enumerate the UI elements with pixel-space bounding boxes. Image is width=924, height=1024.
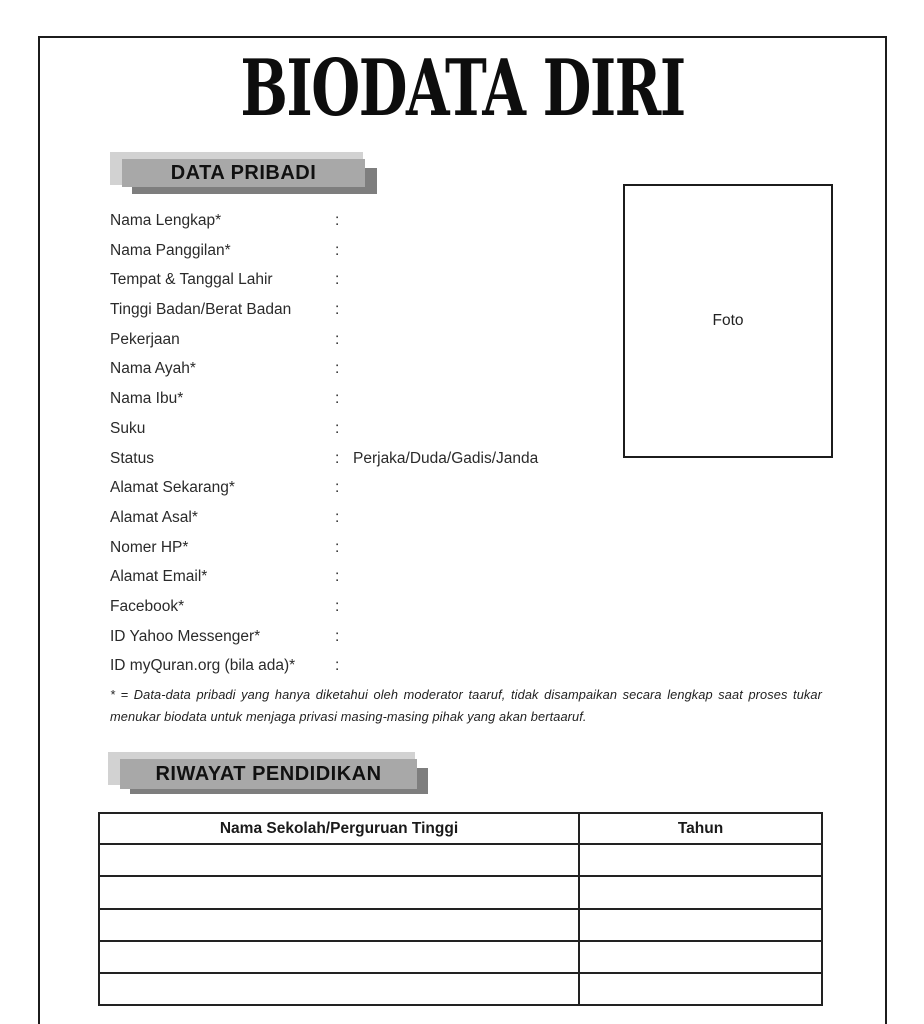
photo-label: Foto	[712, 312, 744, 329]
field-colon: :	[335, 212, 340, 229]
field-colon: :	[335, 419, 340, 437]
section-heading-riwayat-pendidikan: RIWAYAT PENDIDIKAN	[120, 759, 417, 789]
field-value[interactable]	[353, 503, 730, 533]
photo-box[interactable]	[623, 184, 833, 458]
field-value[interactable]	[353, 473, 730, 503]
table-row	[99, 844, 822, 876]
section-header-riwayat-pendidikan	[108, 752, 430, 798]
section-header-data-pribadi	[110, 152, 380, 198]
table-cell[interactable]	[579, 844, 822, 876]
education-table	[98, 812, 823, 1006]
field-label: Nama Panggilan*	[110, 241, 231, 259]
field-label: Suku	[110, 419, 146, 437]
field-colon: :	[335, 538, 340, 556]
education-table-header-row	[99, 813, 822, 844]
field-value[interactable]	[353, 622, 730, 652]
field-label: Alamat Email*	[110, 568, 208, 586]
table-header-cell: Tahun	[579, 813, 822, 844]
table-cell[interactable]	[579, 973, 822, 1005]
field-colon: :	[335, 330, 340, 348]
field-colon: :	[335, 241, 340, 259]
table-row	[99, 876, 822, 908]
field-row	[110, 622, 730, 652]
field-colon: :	[335, 479, 340, 497]
section-heading-data-pribadi: DATA PRIBADI	[122, 159, 365, 187]
privacy-footnote: * = Data-data pribadi yang hanya diketahui oleh moderator taaruf, tidak disampaikan secara lengkap saat proses tukar menukar biodata untuk menjaga privasi masing-masing pihak yang akan bertaaruf.	[110, 687, 822, 724]
field-label: Facebook*	[110, 597, 185, 615]
field-colon: :	[335, 568, 340, 586]
field-label: ID myQuran.org (bila ada)*	[110, 657, 296, 675]
field-label: Nama Lengkap*	[110, 212, 222, 229]
field-label: Nama Ibu*	[110, 390, 184, 408]
field-label: ID Yahoo Messenger*	[110, 627, 261, 645]
table-row	[99, 909, 822, 941]
field-label: Nama Ayah*	[110, 360, 196, 378]
field-label: Alamat Asal*	[110, 508, 198, 526]
field-row	[110, 651, 730, 681]
field-value[interactable]	[353, 592, 730, 622]
title-area	[38, 43, 887, 134]
table-cell[interactable]	[99, 941, 579, 973]
field-row	[110, 592, 730, 622]
field-value[interactable]	[353, 533, 730, 563]
table-row	[99, 973, 822, 1005]
field-colon: :	[335, 301, 340, 319]
field-row	[110, 533, 730, 563]
table-cell[interactable]	[579, 909, 822, 941]
field-row	[110, 503, 730, 533]
table-cell[interactable]	[99, 844, 579, 876]
field-label: Status	[110, 449, 154, 467]
field-value[interactable]	[353, 562, 730, 592]
field-colon: :	[335, 657, 340, 675]
field-label: Alamat Sekarang*	[110, 479, 235, 497]
field-colon: :	[335, 597, 340, 615]
table-header-cell: Nama Sekolah/Perguruan Tinggi	[99, 813, 579, 844]
field-value[interactable]: Perjaka/Duda/Gadis/Janda	[353, 449, 539, 467]
table-cell[interactable]	[579, 876, 822, 908]
field-label: Pekerjaan	[110, 330, 180, 348]
table-cell[interactable]	[99, 973, 579, 1005]
field-label: Nomer HP*	[110, 538, 189, 556]
field-label: Tinggi Badan/Berat Badan	[110, 301, 292, 319]
field-colon: :	[335, 508, 340, 526]
table-cell[interactable]	[579, 941, 822, 973]
table-row	[99, 941, 822, 973]
field-value[interactable]	[353, 651, 730, 681]
field-colon: :	[335, 390, 340, 408]
field-label: Tempat & Tanggal Lahir	[110, 271, 273, 289]
field-colon: :	[335, 449, 340, 467]
field-colon: :	[335, 360, 340, 378]
field-row	[110, 473, 730, 503]
field-colon: :	[335, 627, 340, 645]
field-colon: :	[335, 271, 340, 289]
table-cell[interactable]	[99, 909, 579, 941]
table-cell[interactable]	[99, 876, 579, 908]
page-title: BIODATA DIRI	[240, 43, 685, 134]
field-row	[110, 562, 730, 592]
